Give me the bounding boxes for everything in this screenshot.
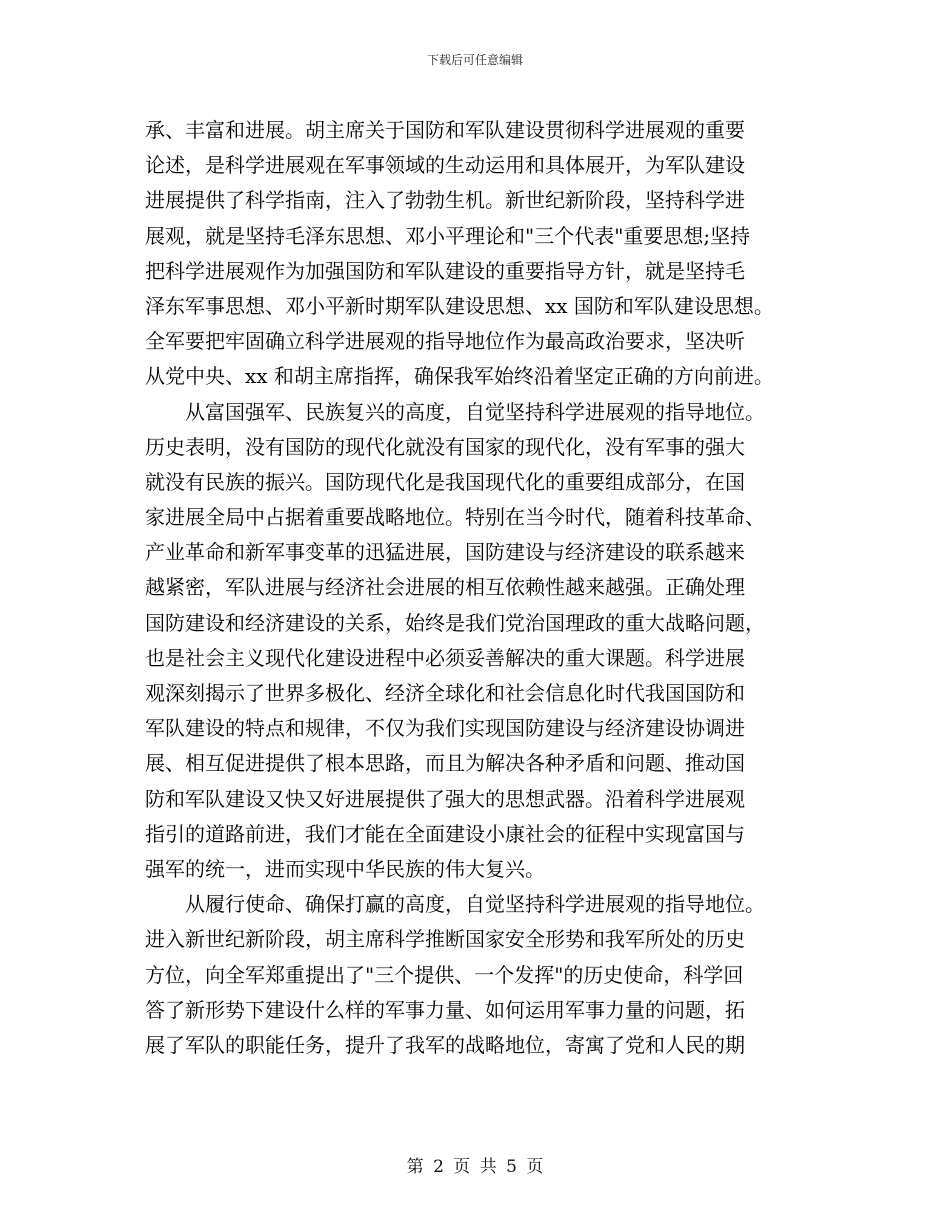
text-line: 越紧密，军队进展与经济社会进展的相互依赖性越来越强。正确处理 <box>145 575 745 600</box>
text-line: 观深刻揭示了世界多极化、经济全球化和社会信息化时代我国国防和 <box>145 681 745 705</box>
text-line: 也是社会主义现代化建设进程中必须妥善解决的重大课题。科学进展 <box>145 645 745 670</box>
text-line: 国防建设和经济建设的关系，始终是我们党治国理政的重大战略问题， <box>145 610 765 635</box>
text-line: 防和军队建设又快又好进展提供了强大的思想武器。沿着科学进展观 <box>145 786 745 811</box>
text-line: 展了军队的职能任务，提升了我军的战略地位，寄寓了党和人民的期 <box>145 1032 745 1057</box>
text-line: 泽东军事思想、邓小平新时期军队建设思想、xx 国防和军队建设思想。 <box>145 293 774 318</box>
text-line: 进入新世纪新阶段，胡主席科学推断国家安全形势和我军所处的历史 <box>145 927 745 952</box>
page-header: 下载后可任意编辑 <box>426 53 523 67</box>
body-text <box>145 113 810 1063</box>
text-line: 展、相互促进提供了根本思路，而且为解决各种矛盾和问题、推动国 <box>145 751 745 776</box>
page-footer: 第 2 页 共 5 页 <box>406 1157 544 1177</box>
text-line: 展观，就是坚持毛泽东思想、邓小平理论和"三个代表"重要思想;坚持 <box>145 223 751 248</box>
text-line: 历史表明，没有国防的现代化就没有国家的现代化，没有军事的强大 <box>145 434 745 459</box>
text-line: 全军要把牢固确立科学进展观的指导地位作为最高政治要求，坚决听 <box>145 329 745 354</box>
text-line: 答了新形势下建设什么样的军事力量、如何运用军事力量的问题，拓 <box>145 997 745 1022</box>
text-line: 就没有民族的振兴。国防现代化是我国现代化的重要组成部分，在国 <box>145 469 745 494</box>
text-line: 从党中央、xx 和胡主席指挥，确保我军始终沿着坚定正确的方向前进。 <box>145 364 774 389</box>
text-line: 承、丰富和进展。胡主席关于国防和军队建设贯彻科学进展观的重要 <box>145 118 745 142</box>
text-line: 指引的道路前进，我们才能在全面建设小康社会的征程中实现富国与 <box>145 821 745 846</box>
text-line: 产业革命和新军事变革的迅猛进展，国防建设与经济建设的联系越来 <box>145 540 745 565</box>
text-line: 强军的统一，进而实现中华民族的伟大复兴。 <box>145 856 545 881</box>
text-line: 论述，是科学进展观在军事领域的生动运用和具体展开，为军队建设 <box>145 153 745 178</box>
paragraph-first-line: 从富国强军、民族复兴的高度，自觉坚持科学进展观的指导地位。 <box>185 399 765 424</box>
text-line: 家进展全局中占据着重要战略地位。特别在当今时代，随着科技革命、 <box>145 505 765 530</box>
text-line: 进展提供了科学指南，注入了勃勃生机。新世纪新阶段，坚持科学进 <box>145 188 745 213</box>
text-line: 把科学进展观作为加强国防和军队建设的重要指导方针，就是坚持毛 <box>145 258 745 283</box>
paragraph-first-line: 从履行使命、确保打赢的高度，自觉坚持科学进展观的指导地位。 <box>185 892 765 917</box>
text-line: 方位，向全军郑重提出了"三个提供、一个发挥"的历史使命，科学回 <box>145 962 744 987</box>
text-line: 军队建设的特点和规律，不仅为我们实现国防建设与经济建设协调进 <box>145 716 745 741</box>
